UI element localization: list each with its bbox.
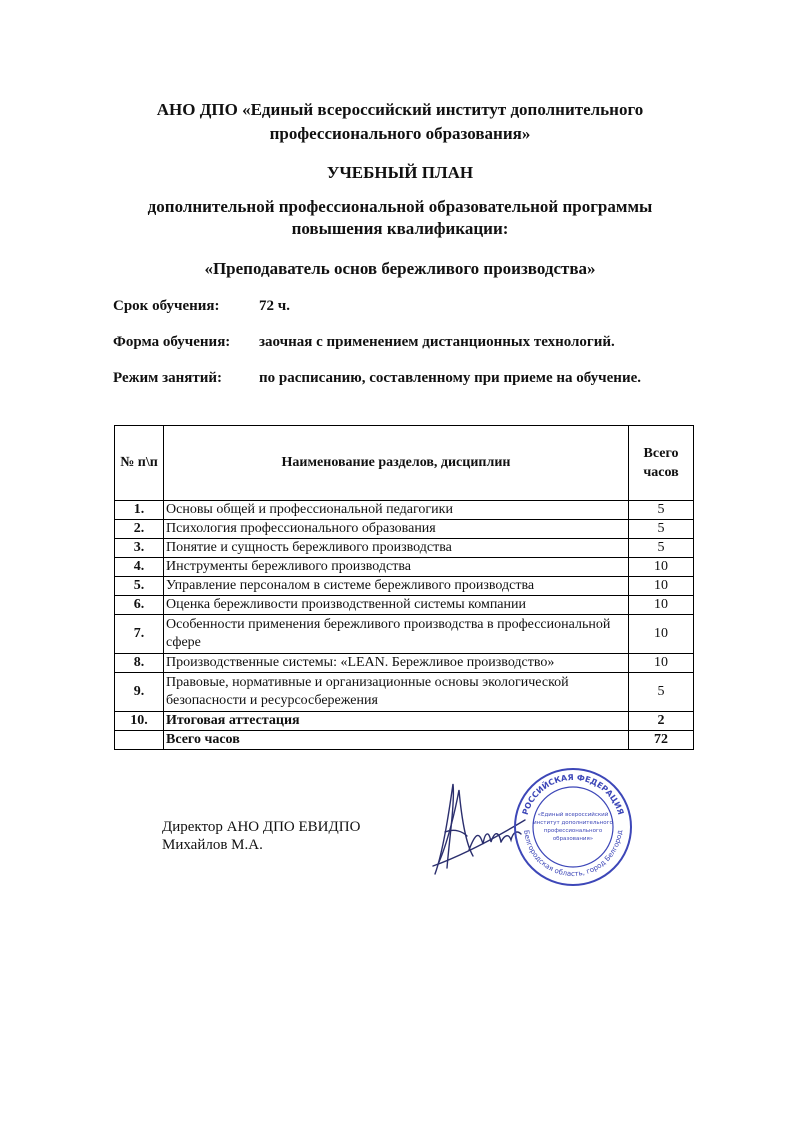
form-value: заочная с применением дистанционных технологий. (259, 334, 615, 350)
row-discipline: Правовые, нормативные и организационные основы экологической безопасности и ресурсосбережения (164, 673, 629, 712)
duration-label: Срок обучения: (113, 298, 220, 314)
stamp-outer-top-text: РОССИЙСКАЯ ФЕДЕРАЦИЯ (520, 772, 626, 816)
organization-name (0, 98, 800, 146)
row-hours: 5 (629, 539, 694, 558)
row-hours: 5 (629, 520, 694, 539)
row-hours: 5 (629, 501, 694, 520)
row-hours: 10 (629, 654, 694, 673)
schedule-label: Режим занятий: (113, 370, 223, 386)
row-discipline: Основы общей и профессиональной педагогики (164, 501, 629, 520)
row-hours: 5 (629, 673, 694, 712)
stamp-inner-line-4: образования» (552, 836, 594, 842)
stamp-inner-line-2: институт дополнительного (533, 820, 613, 826)
hours-header-line-2: часов (643, 465, 679, 480)
row-discipline: Особенности применения бережливого производства в профессиональной сфере (164, 615, 629, 654)
document-title: УЧЕБНЫЙ ПЛАН (326, 163, 474, 182)
table-row (115, 615, 694, 654)
org-line-1: АНО ДПО «Единый всероссийский институт дополнительного (156, 100, 644, 119)
schedule-row (113, 370, 641, 387)
total-empty-cell (115, 731, 164, 750)
row-hours: 10 (629, 596, 694, 615)
row-discipline: Инструменты бережливого производства (164, 558, 629, 577)
director-position: Директор АНО ДПО ЕВИДПО (162, 819, 361, 835)
row-discipline: Психология профессионального образования (164, 520, 629, 539)
table-row (115, 577, 694, 596)
row-discipline: Итоговая аттестация (164, 712, 629, 731)
official-stamp (512, 766, 634, 888)
row-hours: 10 (629, 558, 694, 577)
row-discipline: Оценка бережливости производственной системы компании (164, 596, 629, 615)
org-line-2: профессионального образования» (269, 124, 531, 143)
row-number: 9. (115, 673, 164, 712)
row-number: 4. (115, 558, 164, 577)
row-number: 10. (115, 712, 164, 731)
total-value: 72 (629, 731, 694, 750)
row-number: 8. (115, 654, 164, 673)
stamp-outer-bottom-text: Белгородская область, город Белгород (522, 829, 624, 878)
director-name: Михайлов М.А. (162, 837, 263, 853)
row-discipline: Производственные системы: «LEAN. Бережливое производство» (164, 654, 629, 673)
stamp-inner-line-1: «Единый всероссийский (537, 812, 609, 818)
row-number: 6. (115, 596, 164, 615)
duration-value: 72 ч. (259, 298, 290, 314)
duration-row (113, 298, 290, 315)
table-row (115, 520, 694, 539)
curriculum-table (114, 425, 694, 750)
table-row-final-exam (115, 712, 694, 731)
stamp-inner-line-3: профессионального (543, 828, 603, 834)
table-row (115, 596, 694, 615)
table-row (115, 558, 694, 577)
column-header-number: № п\п (115, 426, 164, 501)
row-hours: 10 (629, 615, 694, 654)
row-number: 3. (115, 539, 164, 558)
table-row (115, 539, 694, 558)
table-row-total (115, 731, 694, 750)
table-header-row (115, 426, 694, 501)
column-header-name: Наименование разделов, дисциплин (164, 426, 629, 501)
total-label: Всего часов (164, 731, 629, 750)
row-hours: 10 (629, 577, 694, 596)
column-header-hours (629, 426, 694, 501)
schedule-value: по расписанию, составленному при приеме на обучение. (259, 370, 641, 386)
course-title: «Преподаватель основ бережливого производства» (204, 259, 596, 278)
row-discipline: Управление персоналом в системе бережливого производства (164, 577, 629, 596)
program-line-2: повышения квалификации: (291, 219, 509, 238)
form-label: Форма обучения: (113, 334, 231, 350)
table-row (115, 654, 694, 673)
program-line-1: дополнительной профессиональной образовательной программы (147, 197, 653, 216)
row-number: 7. (115, 615, 164, 654)
form-row (113, 334, 615, 351)
row-discipline: Понятие и сущность бережливого производства (164, 539, 629, 558)
table-row (115, 673, 694, 712)
hours-header-line-1: Всего (643, 446, 679, 461)
program-description (0, 196, 800, 240)
row-number: 5. (115, 577, 164, 596)
row-number: 1. (115, 501, 164, 520)
row-hours: 2 (629, 712, 694, 731)
director-block (162, 818, 360, 854)
table-row (115, 501, 694, 520)
row-number: 2. (115, 520, 164, 539)
